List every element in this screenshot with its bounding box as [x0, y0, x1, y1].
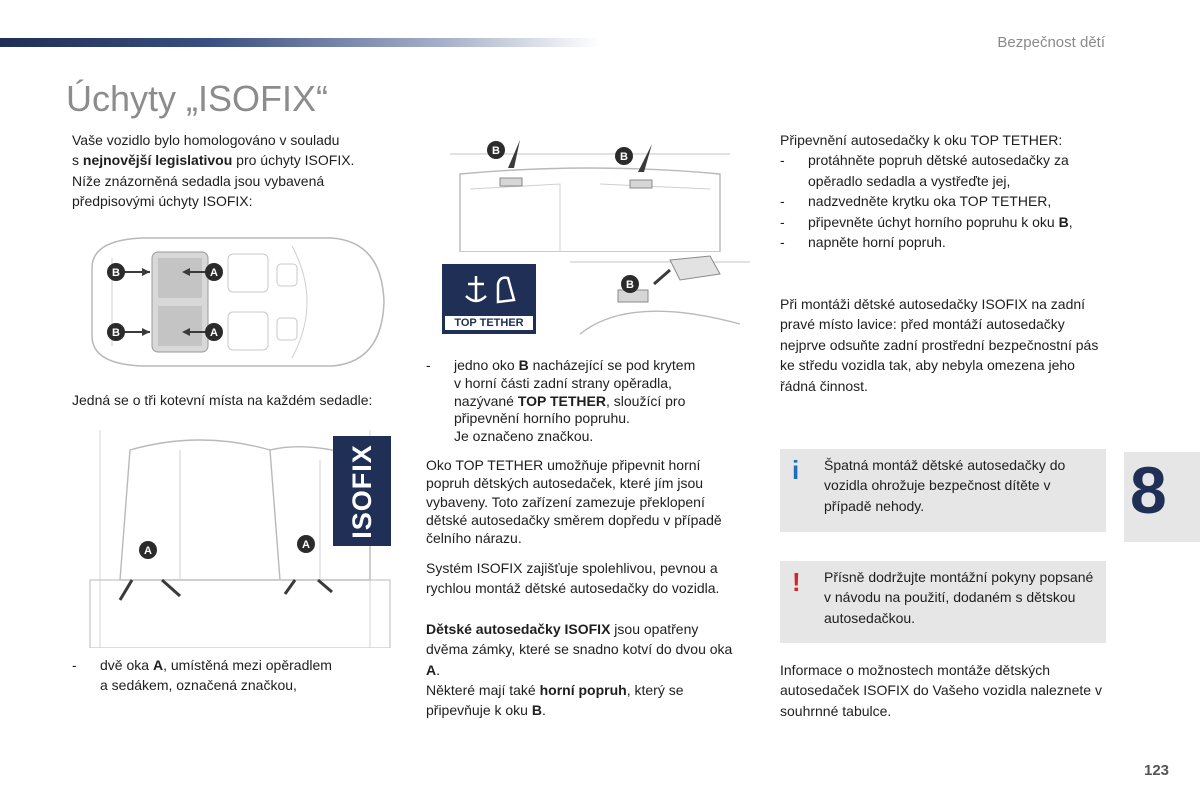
tether-cover-figure — [570, 254, 750, 344]
isofix-badge — [333, 436, 391, 546]
bullet-dash: - — [426, 357, 431, 373]
anchor-b-label: B — [112, 327, 120, 339]
section-title: Bezpečnost dětí — [997, 34, 1105, 51]
seat-back-top-tether-figure — [430, 134, 750, 252]
bullet-text: nacházející se pod krytem — [528, 357, 696, 373]
intro-text: s — [72, 152, 83, 169]
car-top-view-figure — [82, 228, 390, 376]
paragraph-bold: horní popruh — [539, 682, 627, 698]
top-tether-badge-text: TOP TETHER — [445, 316, 533, 330]
bullet-bold: A — [152, 657, 164, 673]
anchor-b-bullet — [426, 357, 746, 446]
paragraph-text: . — [541, 702, 546, 719]
bullet-dash: - — [780, 193, 785, 210]
intro-line — [72, 150, 402, 170]
instruction-step: nadzvedněte krytku oka TOP TETHER, — [808, 193, 1052, 210]
paragraph-text: jsou opatřeny dvěma zámky, které se snadno kotví do dvou oka — [426, 621, 733, 658]
bullet-dash: - — [72, 657, 77, 673]
anchor-b-label: B — [626, 279, 634, 291]
anchor-a-bullet — [72, 655, 402, 696]
anchor-seat-icon — [454, 270, 524, 310]
bullet-bold: B — [518, 357, 529, 373]
isofix-badge-text: ISOFIX — [346, 443, 377, 539]
summary-table-reference: Informace o možnostech montáže dětských autosedaček ISOFIX do Vašeho vozidla naleznete v souhrnné tabulce. — [780, 662, 1102, 719]
legislation-emphasis: nejnovější legislativou — [82, 152, 233, 169]
paragraph-bold: A — [426, 661, 437, 678]
info-icon: i — [792, 455, 800, 485]
intro-line: Vaše vozidlo bylo homologováno v souladu — [72, 132, 340, 148]
paragraph-text: Některé mají také — [426, 682, 540, 698]
info-text: Špatná montáž dětské autosedačky do vozidla ohrožuje bezpečnost dítěte v případě nehody. — [824, 457, 1066, 514]
info-box — [780, 449, 1106, 532]
anchor-a-label: A — [210, 327, 218, 339]
isofix-system-paragraph: Systém ISOFIX zajišťuje spolehlivou, pevnou a rychlou montáž dětské autosedačky do vozidla. — [426, 560, 720, 597]
bullet-text: jedno oko — [454, 357, 519, 373]
warning-box — [780, 561, 1106, 643]
instruction-text: připevněte úchyt horního popruhu k oku — [808, 213, 1059, 230]
paragraph-text: , který se připevňuje k oku — [426, 682, 684, 719]
isofix-seats-paragraph — [426, 619, 738, 680]
top-tether-instructions — [780, 130, 1110, 252]
intro-paragraph — [72, 130, 402, 212]
anchor-b-label: B — [112, 267, 120, 279]
top-tether-badge — [442, 264, 536, 334]
instruction-text: , — [1068, 213, 1073, 230]
bullet-text: v horní části zadní strany opěradla, — [454, 374, 672, 391]
instructions-title: Připevnění autosedačky k oku TOP TETHER: — [780, 132, 1063, 148]
chapter-tab — [1124, 452, 1200, 542]
paragraph-bold: Dětské autosedačky ISOFIX — [426, 621, 611, 637]
instruction-bold: B — [1058, 213, 1069, 230]
warning-icon: ! — [792, 567, 801, 597]
bullet-text: a sedákem, označená značkou, — [100, 677, 297, 694]
page-number: 123 — [1144, 762, 1170, 779]
anchors-caption: Jedná se o tři kotevní místa na každém sedadle: — [72, 392, 373, 408]
anchor-a-label: A — [302, 539, 310, 551]
warning-text: Přísně dodržujte montážní pokyny popsané v návodu na použití, dodaném s dětskou autosedačkou. — [824, 569, 1094, 626]
intro-line: Níže znázorněná sedadla jsou vybavená — [72, 172, 325, 189]
bullet-bold: TOP TETHER — [517, 392, 606, 409]
bullet-text: Je označeno značkou. — [454, 428, 594, 445]
paragraph-text: . — [436, 661, 441, 678]
top-tether-paragraph: Oko TOP TETHER umožňuje připevnit horní popruh dětských autosedaček, které jím jsou vybaveny. Toto zařízení zamezuje překlopení dětské autosedačky směrem dopředu v případě čelního nárazu. — [426, 457, 722, 547]
bullet-dash: - — [780, 213, 785, 230]
paragraph-bold: B — [531, 702, 542, 719]
bullet-text: , umístěná mezi opěradlem — [163, 657, 332, 673]
bullet-text: nazývané — [454, 392, 518, 409]
anchor-a-label: A — [210, 267, 218, 279]
bullet-text: připevnění horního popruhu. — [454, 410, 630, 427]
anchor-b-label: B — [492, 145, 500, 157]
page-title: Úchyty „ISOFIX“ — [66, 78, 329, 119]
instruction-step: napněte horní popruh. — [808, 234, 946, 251]
instruction-step — [808, 212, 1073, 232]
bullet-dash: - — [780, 234, 785, 251]
instruction-step: protáhněte popruh dětské autosedačky za opěradlo sedadla a vystřeďte jej, — [808, 152, 1069, 189]
anchor-b-label: B — [620, 151, 628, 163]
bullet-dash: - — [780, 152, 785, 169]
middle-seat-paragraph: Při montáži dětské autosedačky ISOFIX na zadní pravé místo lavice: před montáží autosedačky nejprve odsuňte zadní prostřední bezpečnostní pás ke středu vozidla tak, aby nebyla omezena jeho řádná činnost. — [780, 296, 1099, 394]
top-strap-paragraph — [426, 680, 738, 721]
chapter-number: 8 — [1130, 453, 1167, 527]
header-gradient-bar — [0, 38, 600, 47]
intro-text: pro úchyty ISOFIX. — [232, 152, 355, 169]
intro-line: předpisovými úchyty ISOFIX: — [72, 193, 253, 210]
bullet-text: dvě oka — [100, 657, 153, 673]
bullet-text: , sloužící pro — [606, 392, 686, 409]
anchor-a-label: A — [144, 545, 152, 557]
